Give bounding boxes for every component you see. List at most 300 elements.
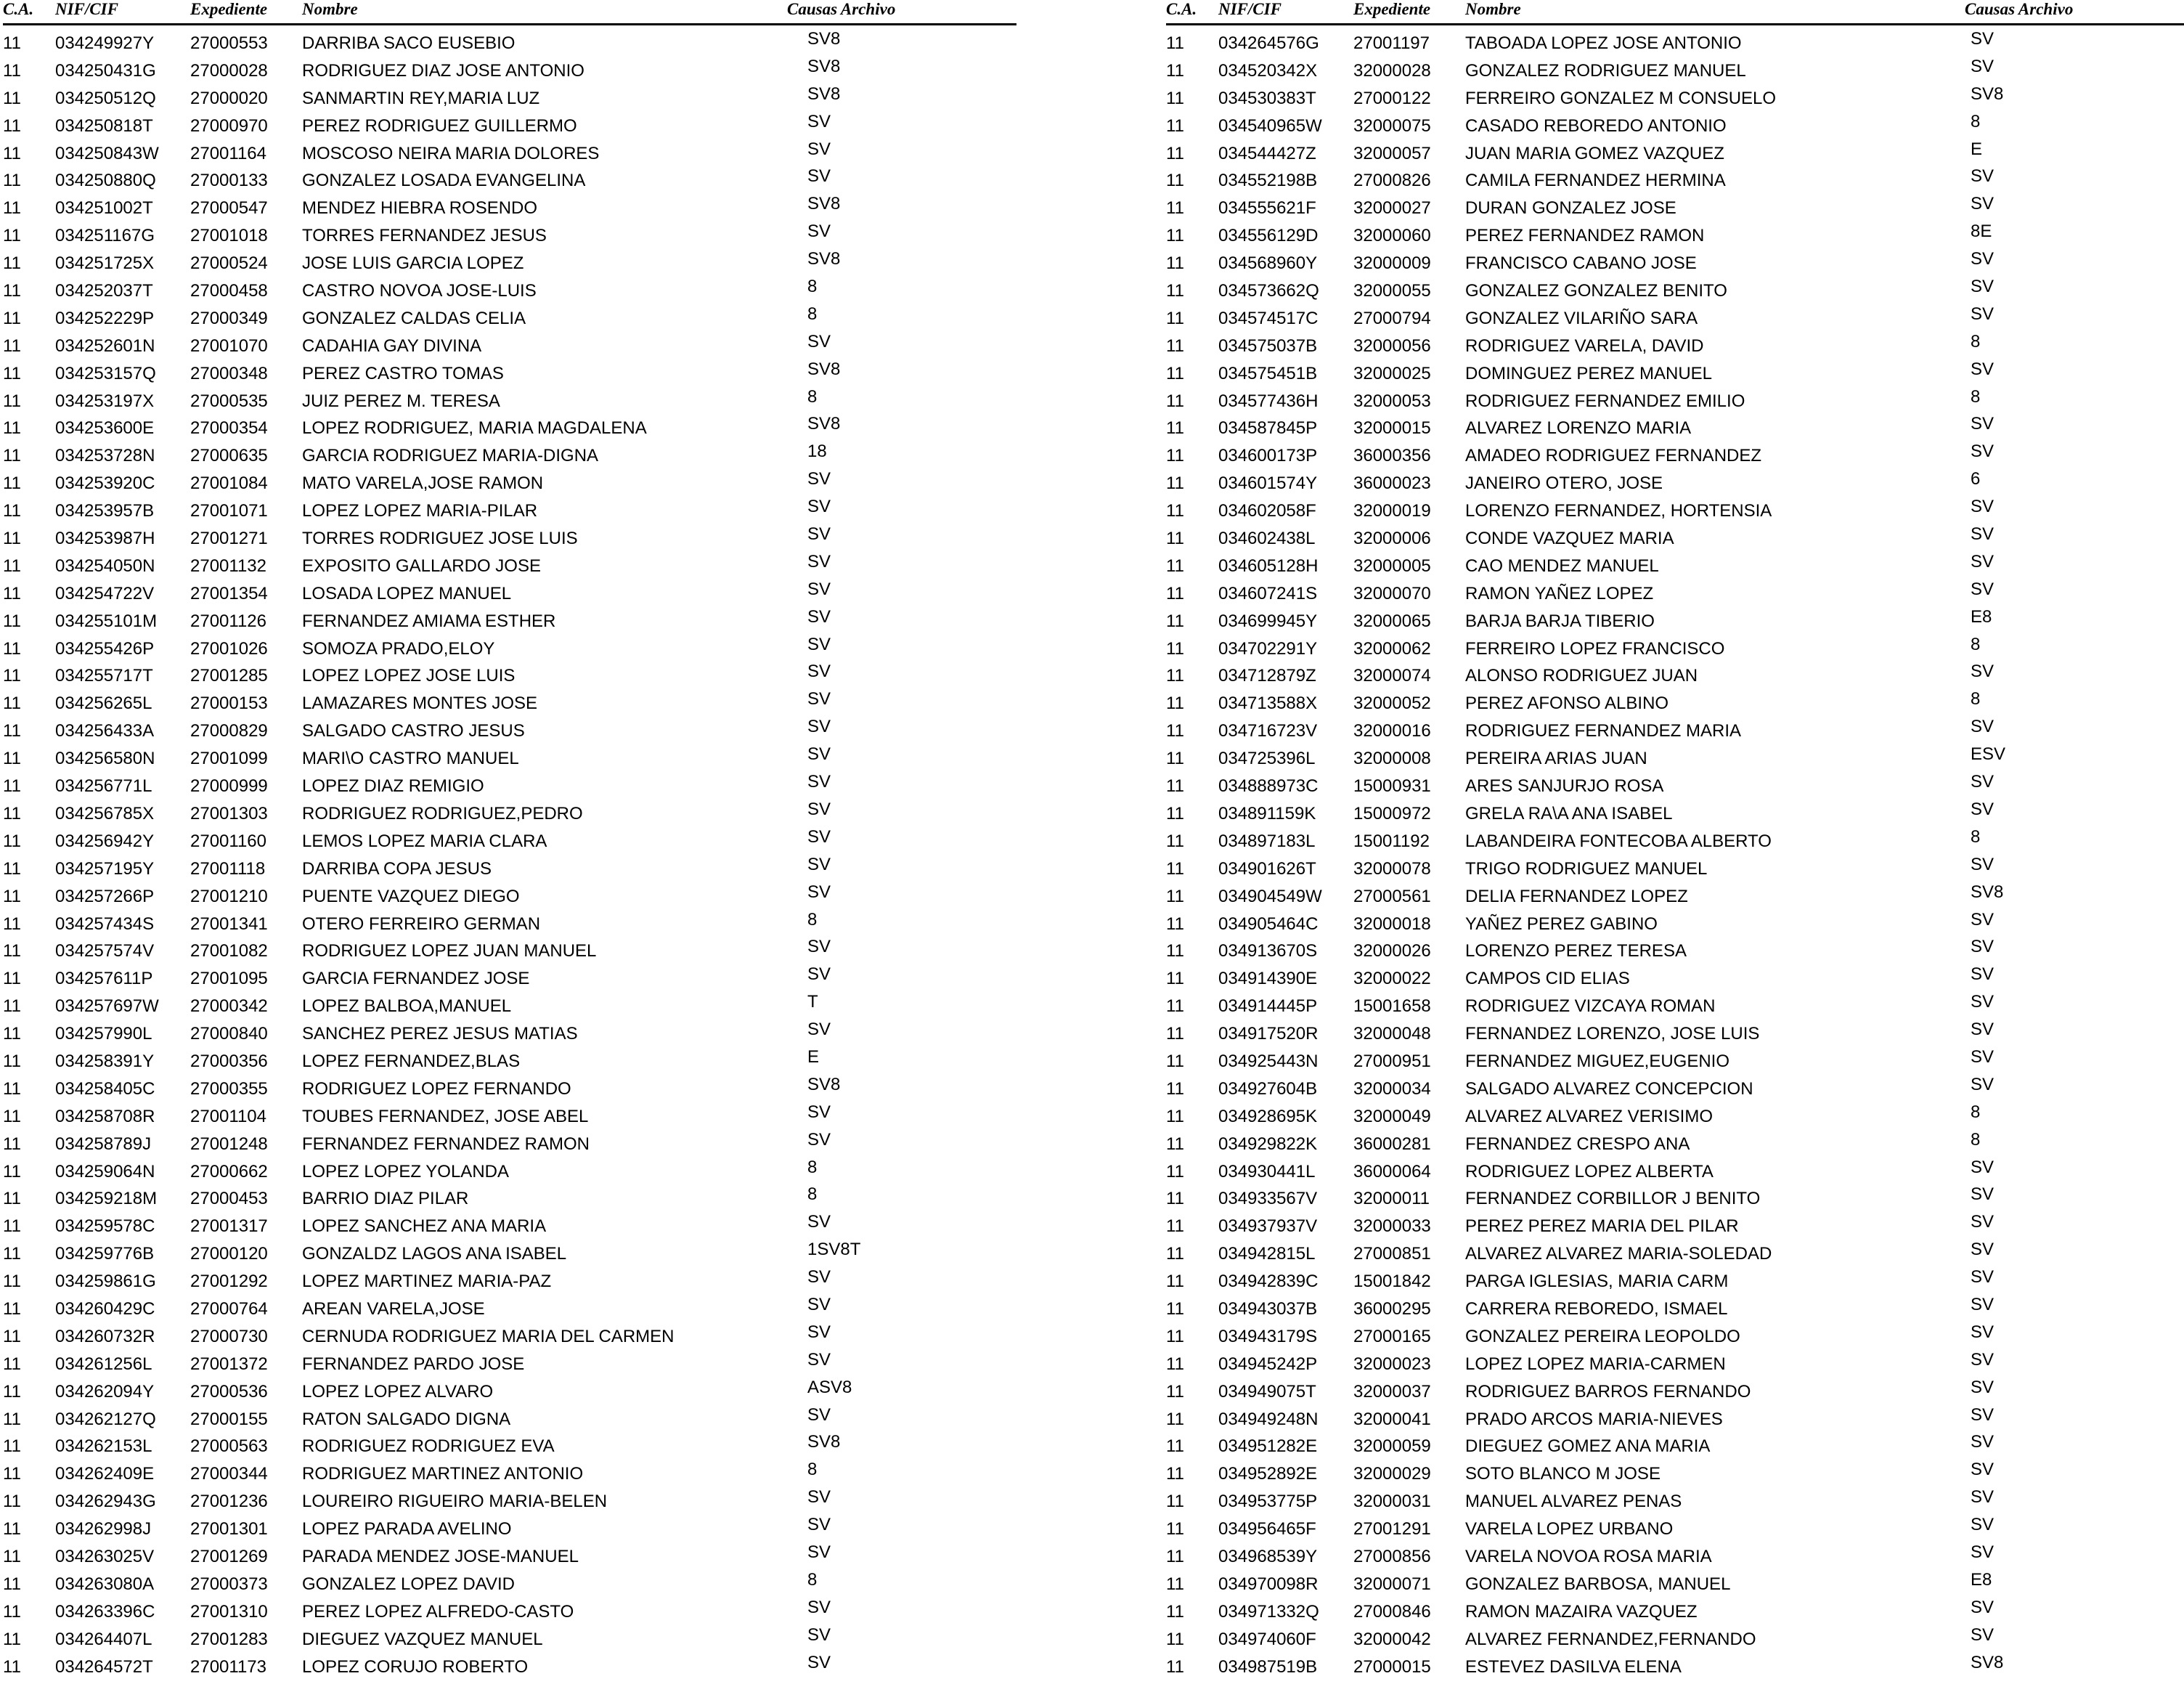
cell-nif: 034953775P [1218, 1492, 1318, 1512]
cell-ca: 11 [1166, 115, 1184, 136]
table-row [3, 166, 1085, 198]
table-row [3, 469, 1085, 501]
cell-expediente: 32000062 [1353, 638, 1431, 659]
cell-nombre: VARELA NOVOA ROSA MARIA [1465, 1546, 1712, 1566]
cell-expediente: 27000344 [190, 1464, 268, 1484]
cell-nif: 034253197X [55, 391, 155, 411]
cell-expediente: 32000065 [1353, 611, 1431, 631]
cell-causas: SV [807, 1487, 831, 1508]
cell-expediente: 27000635 [190, 446, 268, 466]
cell-expediente: 27001099 [190, 749, 268, 769]
cell-causas: SV [1971, 1542, 1994, 1562]
cell-ca: 11 [1166, 1216, 1184, 1237]
cell-ca: 11 [1166, 638, 1184, 659]
table-row [1166, 1240, 2184, 1272]
table-row [1166, 1432, 2184, 1464]
cell-nombre: RAMON MAZAIRA VAZQUEZ [1465, 1601, 1698, 1622]
cell-nombre: DURAN GONZALEZ JOSE [1465, 198, 1676, 219]
table-row [3, 1542, 1085, 1574]
cell-nombre: LOPEZ LOPEZ MARIA-PILAR [302, 501, 538, 521]
table-row [1166, 386, 2184, 419]
cell-ca: 11 [3, 1189, 21, 1209]
table-row [3, 551, 1085, 584]
cell-nif: 034901626T [1218, 858, 1316, 879]
cell-expediente: 27000856 [1353, 1546, 1431, 1566]
cell-expediente: 27000133 [190, 171, 268, 191]
table-row [1166, 221, 2184, 253]
header-nif: NIF/CIF [1218, 0, 1282, 18]
cell-nombre: GONZALEZ PEREIRA LEOPOLDO [1465, 1326, 1740, 1346]
cell-nif: 034888973C [1218, 776, 1319, 797]
table-row [1166, 772, 2184, 804]
cell-causas: SV [1971, 442, 1994, 462]
cell-ca: 11 [1166, 803, 1184, 823]
cell-nombre: RODRIGUEZ BARROS FERNANDO [1465, 1381, 1751, 1402]
cell-nombre: PEREZ RODRIGUEZ GUILLERMO [302, 115, 577, 136]
cell-nombre: BARJA BARJA TIBERIO [1465, 611, 1655, 631]
table-row [3, 1157, 1085, 1189]
cell-nombre: GONZALEZ VILARIÑO SARA [1465, 308, 1698, 328]
cell-causas: SV [1971, 1322, 1994, 1342]
right-column [1166, 0, 2184, 1677]
cell-expediente: 27000355 [190, 1078, 268, 1099]
cell-ca: 11 [3, 969, 21, 989]
table-row [1166, 1046, 2184, 1079]
cell-ca: 11 [3, 1051, 21, 1071]
cell-expediente: 27000155 [190, 1409, 268, 1429]
cell-expediente: 27000851 [1353, 1244, 1431, 1264]
cell-causas: SV [1971, 1404, 1994, 1425]
cell-nombre: RAMON YAÑEZ LOPEZ [1465, 583, 1654, 603]
table-row [3, 1184, 1085, 1216]
cell-nombre: CERNUDA RODRIGUEZ MARIA DEL CARMEN [302, 1326, 675, 1346]
cell-nif: 034712879Z [1218, 666, 1316, 686]
table-row [3, 414, 1085, 446]
cell-causas: SV [807, 1129, 831, 1150]
cell-ca: 11 [3, 1492, 21, 1512]
cell-nif: 034257697W [55, 996, 159, 1017]
cell-nif: 034943037B [1218, 1298, 1318, 1319]
table-row [3, 1322, 1085, 1354]
cell-causas: SV [807, 1294, 831, 1314]
table-row [1166, 111, 2184, 144]
table-row [1166, 551, 2184, 584]
cell-nombre: MATO VARELA,JOSE RAMON [302, 473, 544, 494]
cell-nif: 034605128H [1218, 556, 1319, 576]
cell-ca: 11 [1166, 1381, 1184, 1402]
cell-nombre: CADAHIA GAY DIVINA [302, 335, 482, 356]
cell-nombre: AMADEO RODRIGUEZ FERNANDEZ [1465, 446, 1762, 466]
cell-expediente: 32000049 [1353, 1106, 1431, 1126]
cell-nif: 034601574Y [1218, 473, 1318, 494]
cell-nombre: RODRIGUEZ MARTINEZ ANTONIO [302, 1464, 584, 1484]
cell-expediente: 36000356 [1353, 446, 1431, 466]
cell-ca: 11 [3, 60, 21, 81]
cell-expediente: 27000999 [190, 776, 268, 797]
cell-nombre: GONZALEZ RODRIGUEZ MANUEL [1465, 60, 1746, 81]
cell-nombre: VARELA LOPEZ URBANO [1465, 1519, 1674, 1539]
cell-nombre: LOPEZ LOPEZ JOSE LUIS [302, 666, 516, 686]
cell-nif: 034587845P [1218, 418, 1318, 439]
cell-expediente: 27000120 [190, 1244, 268, 1264]
cell-expediente: 32000018 [1353, 914, 1431, 934]
cell-ca: 11 [1166, 1574, 1184, 1594]
cell-ca: 11 [3, 858, 21, 879]
cell-nif: 034942815L [1218, 1244, 1316, 1264]
cell-ca: 11 [1166, 969, 1184, 989]
table-row [1166, 1542, 2184, 1574]
cell-ca: 11 [3, 226, 21, 246]
cell-nombre: DELIA FERNANDEZ LOPEZ [1465, 886, 1688, 906]
cell-nombre: SANMARTIN REY,MARIA LUZ [302, 88, 540, 108]
cell-causas: SV [1971, 1240, 1994, 1260]
cell-nif: 034530383T [1218, 88, 1316, 108]
cell-nombre: GONZALEZ LOSADA EVANGELINA [302, 171, 586, 191]
cell-ca: 11 [1166, 996, 1184, 1017]
cell-causas: SV [1971, 1184, 1994, 1205]
cell-causas: SV [807, 799, 831, 819]
table-row [1166, 1377, 2184, 1410]
cell-ca: 11 [3, 1106, 21, 1126]
cell-ca: 11 [3, 88, 21, 108]
cell-ca: 11 [1166, 1161, 1184, 1181]
cell-ca: 11 [3, 803, 21, 823]
cell-causas: SV8 [807, 1074, 841, 1094]
cell-expediente: 27001236 [190, 1492, 268, 1512]
cell-ca: 11 [1166, 418, 1184, 439]
table-row [3, 882, 1085, 914]
cell-expediente: 15001842 [1353, 1272, 1431, 1292]
cell-expediente: 32000006 [1353, 529, 1431, 549]
cell-nombre: FERNANDEZ CRESPO ANA [1465, 1134, 1690, 1154]
cell-nif: 034260732R [55, 1326, 155, 1346]
cell-expediente: 32000031 [1353, 1492, 1431, 1512]
cell-causas: 6 [1971, 469, 1981, 489]
cell-causas: SV [807, 1404, 831, 1425]
cell-causas: SV [1971, 194, 1994, 214]
cell-nif: 034259776B [55, 1244, 155, 1264]
cell-nif: 034574517C [1218, 308, 1319, 328]
cell-expediente: 27001164 [190, 143, 266, 163]
cell-expediente: 27001291 [1353, 1519, 1431, 1539]
cell-ca: 11 [1166, 1656, 1184, 1677]
cell-causas: SV [807, 497, 831, 517]
table-row [1166, 634, 2184, 667]
cell-causas: 8 [807, 386, 818, 407]
cell-nombre: PARADA MENDEZ JOSE-MANUEL [302, 1546, 579, 1566]
cell-nif: 034602058F [1218, 501, 1316, 521]
cell-nombre: OTERO FERREIRO GERMAN [302, 914, 541, 934]
cell-nif: 034258391Y [55, 1051, 155, 1071]
cell-ca: 11 [1166, 198, 1184, 219]
cell-expediente: 32000009 [1353, 253, 1431, 274]
cell-ca: 11 [3, 391, 21, 411]
cell-nif: 034257434S [55, 914, 155, 934]
cell-causas: E8 [1971, 606, 1992, 627]
cell-nif: 034260429C [55, 1298, 155, 1319]
cell-nif: 034255426P [55, 638, 155, 659]
cell-nif: 034261256L [55, 1354, 152, 1374]
cell-ca: 11 [3, 1656, 21, 1677]
cell-nombre: JANEIRO OTERO, JOSE [1465, 473, 1663, 494]
cell-causas: SV8 [807, 414, 841, 434]
table-row [3, 662, 1085, 693]
cell-causas: SV [1971, 524, 1994, 545]
cell-causas: SV [1971, 1487, 1994, 1508]
table-row [3, 1020, 1085, 1052]
cell-nif: 034575451B [1218, 363, 1318, 383]
cell-nombre: TORRES RODRIGUEZ JOSE LUIS [302, 529, 578, 549]
cell-nif: 034725396L [1218, 749, 1316, 769]
cell-nombre: TABOADA LOPEZ JOSE ANTONIO [1465, 33, 1742, 53]
cell-nif: 034259861G [55, 1272, 156, 1292]
cell-ca: 11 [3, 1134, 21, 1154]
cell-nombre: RODRIGUEZ RODRIGUEZ,PEDRO [302, 803, 583, 823]
table-row [3, 1569, 1085, 1602]
cell-ca: 11 [3, 253, 21, 274]
cell-ca: 11 [3, 1546, 21, 1566]
cell-nif: 034257611P [55, 969, 153, 989]
cell-nif: 034253157Q [55, 363, 156, 383]
cell-nif: 034713588X [1218, 693, 1318, 714]
cell-ca: 11 [1166, 1134, 1184, 1154]
table-row [1166, 1020, 2184, 1052]
cell-causas: SV [807, 882, 831, 902]
cell-nif: 034956465F [1218, 1519, 1316, 1539]
cell-causas: E [807, 1046, 820, 1067]
table-row [3, 29, 1085, 61]
table-row [1166, 1515, 2184, 1547]
table-row [1166, 166, 2184, 198]
cell-expediente: 27000826 [1353, 171, 1431, 191]
cell-causas: 8 [1971, 634, 1981, 654]
cell-causas: SV [807, 1652, 831, 1672]
table-row [1166, 84, 2184, 116]
cell-causas: SV [1971, 964, 1994, 985]
cell-expediente: 32000056 [1353, 335, 1431, 356]
cell-nif: 034254050N [55, 556, 155, 576]
table-row [1166, 909, 2184, 942]
table-row [1166, 331, 2184, 364]
cell-expediente: 32000071 [1353, 1574, 1431, 1594]
cell-expediente: 36000295 [1353, 1298, 1431, 1319]
cell-ca: 11 [1166, 281, 1184, 301]
cell-nif: 034970098R [1218, 1574, 1319, 1594]
cell-expediente: 32000033 [1353, 1216, 1431, 1237]
cell-nif: 034258789J [55, 1134, 152, 1154]
cell-nif: 034974060F [1218, 1629, 1316, 1649]
cell-nombre: ALVAREZ ALVAREZ MARIA-SOLEDAD [1465, 1244, 1772, 1264]
cell-nombre: FERNANDEZ FERNANDEZ RAMON [302, 1134, 590, 1154]
cell-ca: 11 [3, 611, 21, 631]
cell-expediente: 27000794 [1353, 308, 1431, 328]
cell-expediente: 27001283 [190, 1629, 268, 1649]
cell-nombre: SOMOZA PRADO,ELOY [302, 638, 495, 659]
cell-nombre: PEREZ PEREZ MARIA DEL PILAR [1465, 1216, 1739, 1237]
cell-nif: 034257574V [55, 941, 155, 961]
cell-nombre: ALVAREZ ALVAREZ VERISIMO [1465, 1106, 1713, 1126]
table-row [1166, 497, 2184, 529]
cell-causas: SV [1971, 1267, 1994, 1288]
table-row [1166, 469, 2184, 501]
cell-expediente: 27001285 [190, 666, 268, 686]
table-row [3, 772, 1085, 804]
cell-ca: 11 [3, 1629, 21, 1649]
left-column [3, 0, 1085, 1677]
cell-nif: 034264572T [55, 1656, 153, 1677]
header-ca: C.A. [3, 0, 34, 18]
cell-expediente: 27001271 [190, 529, 268, 549]
table-row [1166, 414, 2184, 446]
header-causas: Causas Archivo [1965, 0, 2074, 18]
cell-causas: SV [807, 221, 831, 242]
cell-expediente: 32000057 [1353, 143, 1431, 163]
cell-ca: 11 [1166, 171, 1184, 191]
table-row [3, 1212, 1085, 1244]
cell-nif: 034259578C [55, 1216, 155, 1237]
table-row [3, 1652, 1085, 1684]
table-row [1166, 1404, 2184, 1437]
cell-nombre: FERNANDEZ CORBILLOR J BENITO [1465, 1189, 1761, 1209]
cell-causas: SV [807, 166, 831, 187]
cell-nombre: GARCIA FERNANDEZ JOSE [302, 969, 530, 989]
cell-causas: SV [1971, 1349, 1994, 1370]
table-row [1166, 1184, 2184, 1216]
cell-nif: 034253728N [55, 446, 155, 466]
cell-causas: 8 [807, 909, 818, 930]
cell-nif: 034897183L [1218, 831, 1316, 851]
cell-expediente: 27001026 [190, 638, 268, 659]
cell-ca: 11 [1166, 1464, 1184, 1484]
table-row [3, 854, 1085, 887]
cell-nombre: PUENTE VAZQUEZ DIEGO [302, 886, 520, 906]
cell-nif: 034891159K [1218, 803, 1316, 823]
cell-expediente: 32000052 [1353, 693, 1431, 714]
table-row [1166, 606, 2184, 639]
cell-expediente: 27000015 [1353, 1656, 1431, 1677]
cell-ca: 11 [3, 171, 21, 191]
cell-nombre: DIEGUEZ GOMEZ ANA MARIA [1465, 1436, 1711, 1457]
header-expediente: Expediente [190, 0, 268, 18]
cell-expediente: 27001372 [190, 1354, 268, 1374]
cell-ca: 11 [3, 198, 21, 219]
cell-ca: 11 [3, 996, 21, 1017]
cell-nif: 034544427Z [1218, 143, 1316, 163]
cell-expediente: 27000764 [190, 1298, 268, 1319]
table-row [3, 1349, 1085, 1382]
cell-causas: SV [807, 1597, 831, 1617]
cell-expediente: 32000011 [1353, 1189, 1430, 1209]
cell-causas: SV [807, 634, 831, 654]
table-row [1166, 1322, 2184, 1354]
cell-nombre: RODRIGUEZ LOPEZ JUAN MANUEL [302, 941, 597, 961]
cell-expediente: 27001354 [190, 583, 268, 603]
cell-nombre: DARRIBA SACO EUSEBIO [302, 33, 516, 53]
cell-ca: 11 [1166, 1326, 1184, 1346]
cell-nombre: PEREIRA ARIAS JUAN [1465, 749, 1647, 769]
cell-causas: SV [807, 469, 831, 489]
table-row [1166, 854, 2184, 887]
cell-nombre: DARRIBA COPA JESUS [302, 858, 492, 879]
cell-nombre: FERNANDEZ LORENZO, JOSE LUIS [1465, 1024, 1760, 1044]
table-row [1166, 717, 2184, 749]
cell-nombre: FERNANDEZ MIGUEZ,EUGENIO [1465, 1051, 1730, 1071]
cell-nif: 034262998J [55, 1519, 152, 1539]
cell-nif: 034251725X [55, 253, 155, 274]
cell-nombre: RODRIGUEZ VIZCAYA ROMAN [1465, 996, 1716, 1017]
cell-nif: 034252601N [55, 335, 155, 356]
cell-expediente: 27000951 [1353, 1051, 1431, 1071]
cell-nif: 034254722V [55, 583, 155, 603]
cell-causas: 8 [1971, 111, 1981, 131]
cell-causas: SV [807, 689, 831, 709]
cell-ca: 11 [1166, 1244, 1184, 1264]
cell-causas: 8 [1971, 1102, 1981, 1122]
cell-nif: 034913670S [1218, 941, 1318, 961]
cell-nombre: LORENZO FERNANDEZ, HORTENSIA [1465, 501, 1772, 521]
cell-nif: 034945242P [1218, 1354, 1318, 1374]
cell-ca: 11 [1166, 1546, 1184, 1566]
cell-nif: 034971332Q [1218, 1601, 1319, 1622]
cell-causas: SV [1971, 937, 1994, 957]
cell-nif: 034256265L [55, 693, 152, 714]
cell-ca: 11 [3, 335, 21, 356]
table-row [1166, 964, 2184, 996]
table-row [1166, 524, 2184, 556]
cell-ca: 11 [3, 1409, 21, 1429]
cell-nombre: FERNANDEZ PARDO JOSE [302, 1354, 525, 1374]
cell-expediente: 27000730 [190, 1326, 268, 1346]
cell-causas: SV [807, 331, 831, 351]
cell-causas: 8 [807, 1569, 818, 1590]
cell-nombre: CAO MENDEZ MANUEL [1465, 556, 1659, 576]
cell-nombre: PEREZ FERNANDEZ RAMON [1465, 226, 1705, 246]
cell-nombre: LORENZO PEREZ TERESA [1465, 941, 1687, 961]
cell-causas: SV [1971, 359, 1994, 379]
cell-nombre: ALONSO RODRIGUEZ JUAN [1465, 666, 1698, 686]
cell-nif: 034552198B [1218, 171, 1318, 191]
cell-causas: SV8 [807, 249, 841, 269]
cell-nif: 034927604B [1218, 1078, 1318, 1099]
cell-ca: 11 [3, 1161, 21, 1181]
cell-ca: 11 [3, 1601, 21, 1622]
cell-ca: 11 [1166, 363, 1184, 383]
cell-expediente: 27000348 [190, 363, 268, 383]
cell-ca: 11 [3, 556, 21, 576]
cell-nif: 034252229P [55, 308, 155, 328]
cell-causas: SV [1971, 1432, 1994, 1452]
table-row [1166, 1294, 2184, 1327]
cell-causas: SV [807, 964, 831, 985]
cell-expediente: 15000931 [1353, 776, 1431, 797]
cell-nombre: LOPEZ LOPEZ MARIA-CARMEN [1465, 1354, 1726, 1374]
table-row [1166, 882, 2184, 914]
cell-causas: SV [807, 606, 831, 627]
cell-nombre: TORRES FERNANDEZ JESUS [302, 226, 547, 246]
cell-ca: 11 [1166, 226, 1184, 246]
cell-expediente: 32000037 [1353, 1381, 1431, 1402]
cell-ca: 11 [3, 666, 21, 686]
cell-nombre: LABANDEIRA FONTECOBA ALBERTO [1465, 831, 1772, 851]
cell-nombre: MANUEL ALVAREZ PENAS [1465, 1492, 1682, 1512]
cell-expediente: 32000075 [1353, 115, 1431, 136]
cell-ca: 11 [1166, 391, 1184, 411]
cell-causas: 8 [1971, 1129, 1981, 1150]
cell-nombre: GARCIA RODRIGUEZ MARIA-DIGNA [302, 446, 599, 466]
cell-ca: 11 [1166, 1354, 1184, 1374]
cell-causas: SV [807, 826, 831, 847]
cell-nif: 034250512Q [55, 88, 156, 108]
